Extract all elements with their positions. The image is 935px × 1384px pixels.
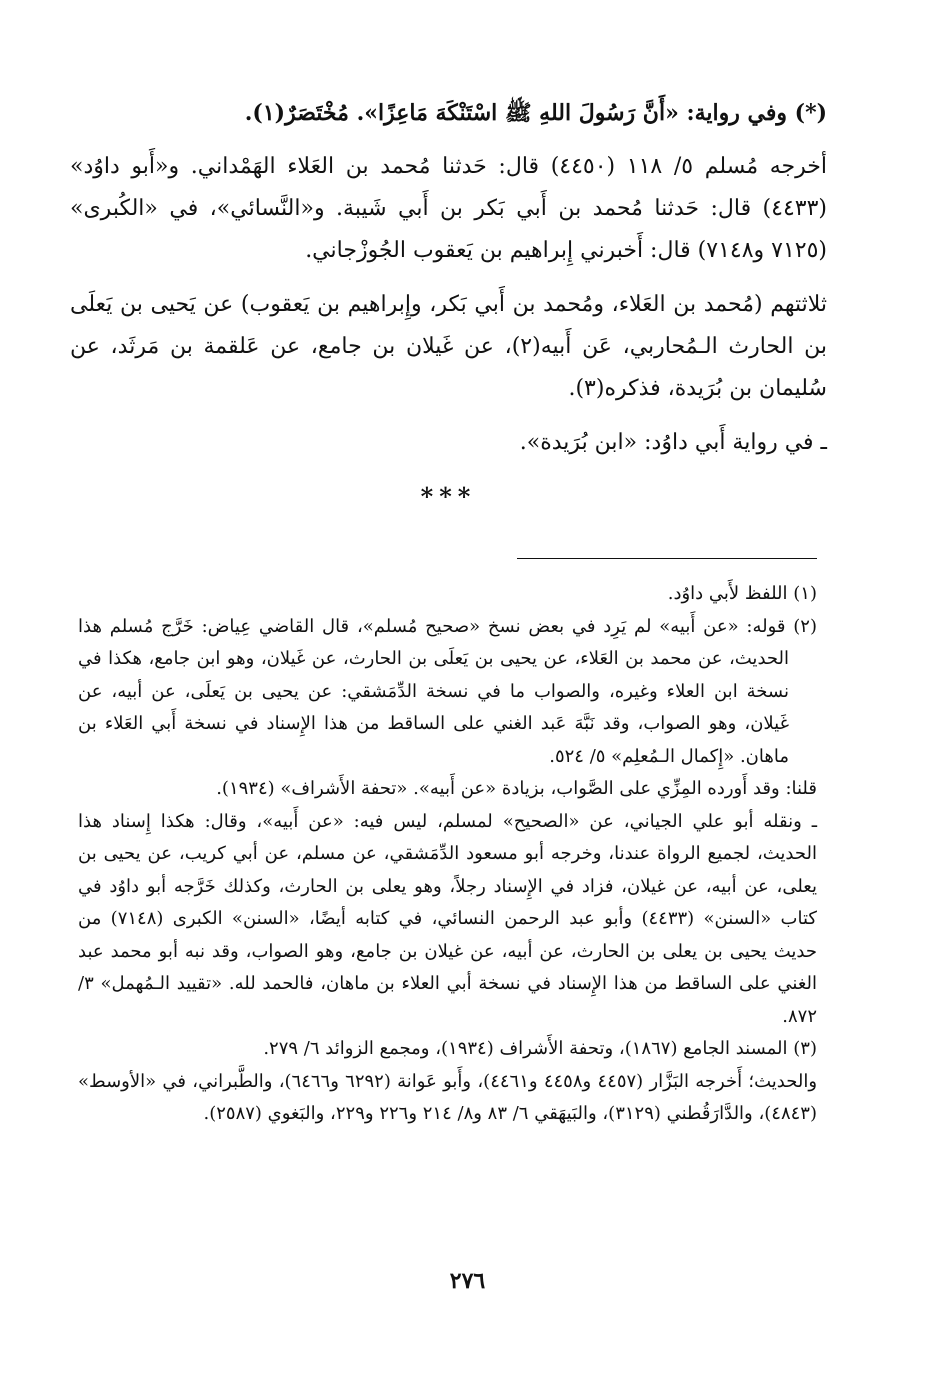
hadith-variant-line: (*) وفي رواية: «أَنَّ رَسُولَ اللهِ ﷺ اسْتَنْكَهَ مَاعِزًا». مُخْتَصَرٌ(١). (244, 100, 827, 126)
main-text (70, 92, 827, 522)
footnotes (78, 578, 817, 1131)
footnote-1: (١) اللفظ لأَبي داوُد. (667, 583, 817, 604)
takhrij-paragraph: أخرجه مُسلم ٥/ ١١٨ (٤٤٥٠) قال: حَدثنا مُحمد بن العَلاء الهَمْداني. و«أَبو داوُد» (٤٤٣٣) قال: حَدثنا مُحمد بن أَبي بَكر بن أَبي شَيبة. و«النَّسائي»، في «الكُبرى» (٧١٢٥ و٧١٤٨) قال: أَخبرني إِبراهيم بن يَعقوب الجُوزْجاني. (70, 154, 827, 263)
isnad-paragraph: ثلاثتهم (مُحمد بن العَلاء، ومُحمد بن أَبي بَكر، وإِبراهيم بن يَعقوب) عن يَحيى بن يَعلَى بن الحارث الـمُحاربي، عَن أَبيه(٢)، عن غَيلان بن جامع، عن عَلقمة بن مَرثَد، عن سُليمان بن بُرَيدة، فذكره(٣). (70, 292, 827, 401)
footnote-2: (٢) قوله: «عن أَبيه» لم يَرِد في بعض نسخ «صحيح مُسلم»، قال القاضي عِياض: خَرَّج مُسلم هذا الحديث، عن محمد بن العَلاء، عن يحيى بن يَعلَى بن الحارث، عن غَيلان، وهو ابن جامع، هكذا في نسخة ابن العلاء وغيره، والصواب ما في نسخة الدِّمَشقي: عن يحيى بن يَعلَى، عن أبيه، عن غَيلان، وهو الصواب، وقد نَبَّهَ عَبد الغني على الساقط من هذا الإِسناد في نسخة أَبي العَلاء بن ماهان. «إِكمال الـمُعلِم» ٥/ ٥٢٤. (78, 615, 817, 767)
footnote-3-sources: والحديث؛ أَخرجه البَزَّار (٤٤٥٧ و٤٤٥٨ و٤٤٦١)، وأَبو عَوانة (٦٢٩٢ و٦٤٦٦)، والطَّبراني، في «الأوسط» (٤٨٤٣)، والدَّارَقُطني (٣١٢٩)، والبَيهَقي ٦/ ٨٣ و٨/ ٢١٤ و٢٢٦ و٢٢٩، والبَغوي (٢٥٨٧). (78, 1070, 818, 1124)
variant-note: ـ في رواية أَبي داوُد: «ابن بُرَيدة». (519, 430, 827, 455)
footnote-2-comment: قلنا: وقد أَورده المِزِّي على الصَّواب، بزيادة «عن أَبيه». «تحفة الأَشراف» (١٩٣٤). (216, 778, 817, 799)
footnote-divider (517, 558, 817, 559)
section-separator: *** (420, 482, 477, 511)
footnote-3: (٣) المسند الجامع (١٨٦٧)، وتحفة الأَشراف (١٩٣٤)، ومجمع الزوائد ٦/ ٢٧٩. (263, 1038, 817, 1059)
footnote-2-jayyani: ـ ونقله أبو علي الجياني، عن «الصحيح» لمسلم، ليس فيه: «عن أَبيه»، وقال: هكذا إِسناد هذا الحديث، لجميع الرواة عندنا، وخرجه أبو مسعود الدِّمَشقي، عن مسلم، عن أبي كريب، عن يحيى بن يعلى، عن أبيه، عن غيلان، فزاد في الإِسناد رجلاً، وهو يعلى بن الحارث، وكذلك خَرَّجه أبو داوُد في كتاب «السنن» (٤٤٣٣) وأبو عبد الرحمن النسائي، في كتابه أيضًا، «السنن» الكبرى (٧١٤٨) من حديث يحيى بن يعلى بن الحارث، عن أبيه، عن غيلان بن جامع، وهو الصواب، وقد نبه أبو محمد عبد الغني على الساقط من هذا الإِسناد في نسخة أبي العلاء بن ماهان، فالحمد لله. «تقييد الـمُهمل» ٣/ ٨٧٢. (78, 810, 817, 1027)
page-number: ٢٧٦ (449, 1268, 486, 1294)
